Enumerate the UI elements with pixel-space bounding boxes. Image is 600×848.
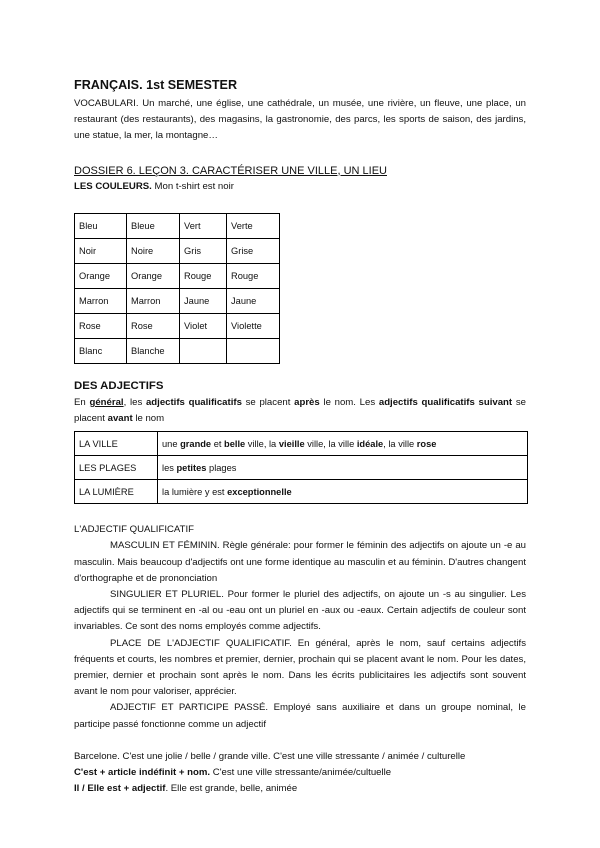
example-fragment: , la ville <box>383 438 417 449</box>
page-content <box>74 78 526 797</box>
adjectives-row-label: LA VILLE <box>75 432 158 456</box>
colors-table-cell: Blanc <box>75 338 127 363</box>
vocabulary-text: Un marché, une église, une cathédrale, un musée, une rivière, un fleuve, une place, un restaurant (des restaurants), des magasins, la gastronomie, des parcs, les sports de saison, des jardins, une statue, la mer, la montagne… <box>74 98 526 142</box>
colors-table-row <box>75 313 280 338</box>
colors-label: LES COULEURS. <box>74 180 152 192</box>
masculin-feminin-paragraph: MASCULIN ET FÉMININ. Règle générale: pour former le féminin des adjectifs on ajoute un -e au masculin. Mais beaucoup d'adjectifs ont une forme identique au masculin et au féminin. D'autres changent d'orthographe et de prononciation <box>74 540 526 584</box>
intro-apres: après <box>294 396 320 408</box>
colors-table-row <box>75 213 280 238</box>
adjectives-intro <box>74 395 526 427</box>
colors-table-cell <box>180 338 227 363</box>
colors-table-cell: Violet <box>180 313 227 338</box>
example-fragment: les <box>162 462 177 473</box>
colors-table-row <box>75 263 280 288</box>
colors-table-cell: Rose <box>127 313 180 338</box>
intro-text: le nom <box>132 413 165 425</box>
colors-table-cell: Rouge <box>227 263 280 288</box>
example-fragment: belle <box>224 438 246 449</box>
place-adjectif-paragraph: PLACE DE L'ADJECTIF QUALIFICATIF. En général, après le nom, sauf certains adjectifs fréquents et courts, les nombres et premier, dernier, prochain qui se placent avant le nom. Pour les dates, premier, dernier et prochain sont après le nom. Dans les écrits publicitaires les adjectifs sont souvent avant le nom pour valoriser, apprécier. <box>74 637 526 698</box>
colors-table-cell: Vert <box>180 213 227 238</box>
vocabulary-label: VOCABULARI. <box>74 98 139 109</box>
example-text-2: . Elle est grande, belle, animée <box>165 783 298 795</box>
colors-table-cell: Jaune <box>227 288 280 313</box>
adjectives-row-label: LA LUMIÈRE <box>75 480 158 504</box>
adjectives-row-example <box>158 480 528 504</box>
colors-table-cell: Rouge <box>180 263 227 288</box>
qualificatif-heading: L'ADJECTIF QUALIFICATIF <box>74 524 194 536</box>
intro-text: En <box>74 396 90 408</box>
adjectives-row-example <box>158 432 528 456</box>
colors-table-cell: Rose <box>75 313 127 338</box>
colors-table-cell: Gris <box>180 238 227 263</box>
page-title: FRANÇAIS. 1st SEMESTER <box>74 78 238 92</box>
colors-table-cell: Violette <box>227 313 280 338</box>
colors-table-cell: Verte <box>227 213 280 238</box>
intro-text: se placent <box>241 396 295 408</box>
example-rule-1: C'est + article indéfinit + nom. <box>74 767 211 779</box>
intro-general: général <box>89 396 124 408</box>
example-line-2 <box>74 765 526 781</box>
colors-table-cell: Grise <box>227 238 280 263</box>
example-fragment: vieille <box>278 438 305 449</box>
colors-example: Mon t-shirt est noir <box>151 180 234 192</box>
colors-line <box>74 179 526 195</box>
adjectives-table-row <box>75 480 528 504</box>
example-fragment: ville, la <box>245 438 279 449</box>
colors-table-cell: Orange <box>75 263 127 288</box>
colors-table-cell: Bleue <box>127 213 180 238</box>
intro-adjectifs-suivant: adjectifs qualificatifs suivant <box>378 396 513 408</box>
colors-table-cell: Jaune <box>180 288 227 313</box>
example-fragment: grande <box>180 438 212 449</box>
colors-table <box>74 213 280 364</box>
adjectives-heading: DES ADJECTIFS <box>74 379 164 392</box>
intro-text: le nom. Les <box>319 396 379 408</box>
example-rule-2: Il / Elle est + adjectif <box>74 783 166 795</box>
example-line-3 <box>74 781 526 797</box>
example-fragment: exceptionnelle <box>227 486 292 497</box>
example-fragment: rose <box>416 438 437 449</box>
colors-table-row <box>75 338 280 363</box>
dossier-title: DOSSIER 6. LEÇON 3. CARACTÉRISER UNE VILLE, UN LIEU <box>74 164 387 177</box>
example-line-1: Barcelone. C'est une jolie / belle / grande ville. C'est une ville stressante / animée / culturelle <box>74 750 466 762</box>
intro-text: se placent <box>74 396 526 425</box>
example-text-1: C'est une ville stressante/animée/cultuelle <box>210 767 392 779</box>
intro-adjectifs: adjectifs qualificatifs <box>145 396 242 408</box>
adjectives-table-row <box>75 432 528 456</box>
colors-table-cell: Marron <box>75 288 127 313</box>
colors-table-row <box>75 288 280 313</box>
vocabulary-paragraph <box>74 96 526 145</box>
example-fragment: et <box>211 438 225 449</box>
example-fragment: idéale <box>356 438 384 449</box>
colors-table-cell: Blanche <box>127 338 180 363</box>
singulier-pluriel-paragraph: SINGULIER ET PLURIEL. Pour former le pluriel des adjectifs, on ajoute un -s au singulier. Les adjectifs qui se terminent en -al ou -eau ont un pluriel en -aux ou -eaux. Certain adjectifs de couleur sont invariables. Ce sont des noms employés comme adjectifs. <box>74 589 526 633</box>
example-fragment: une <box>162 438 181 449</box>
adjectives-row-example <box>158 456 528 480</box>
colors-table-cell: Noir <box>75 238 127 263</box>
intro-text: , les <box>123 396 146 408</box>
adjectives-table <box>74 431 528 504</box>
colors-table-cell: Bleu <box>75 213 127 238</box>
colors-table-cell: Noire <box>127 238 180 263</box>
example-fragment: la lumière y est <box>162 486 228 497</box>
example-fragment: plages <box>206 462 237 473</box>
participe-passe-paragraph: ADJECTIF ET PARTICIPE PASSÉ. Employé sans auxiliaire et dans un groupe nominal, le participe passé fonctionne comme un adjectif <box>74 702 526 730</box>
colors-table-row <box>75 238 280 263</box>
example-fragment: ville, la ville <box>304 438 357 449</box>
adjectives-table-row <box>75 456 528 480</box>
adjectives-row-label: LES PLAGES <box>75 456 158 480</box>
colors-table-cell <box>227 338 280 363</box>
colors-table-cell: Marron <box>127 288 180 313</box>
colors-table-cell: Orange <box>127 263 180 288</box>
intro-avant: avant <box>107 413 133 425</box>
example-fragment: petites <box>176 462 207 473</box>
